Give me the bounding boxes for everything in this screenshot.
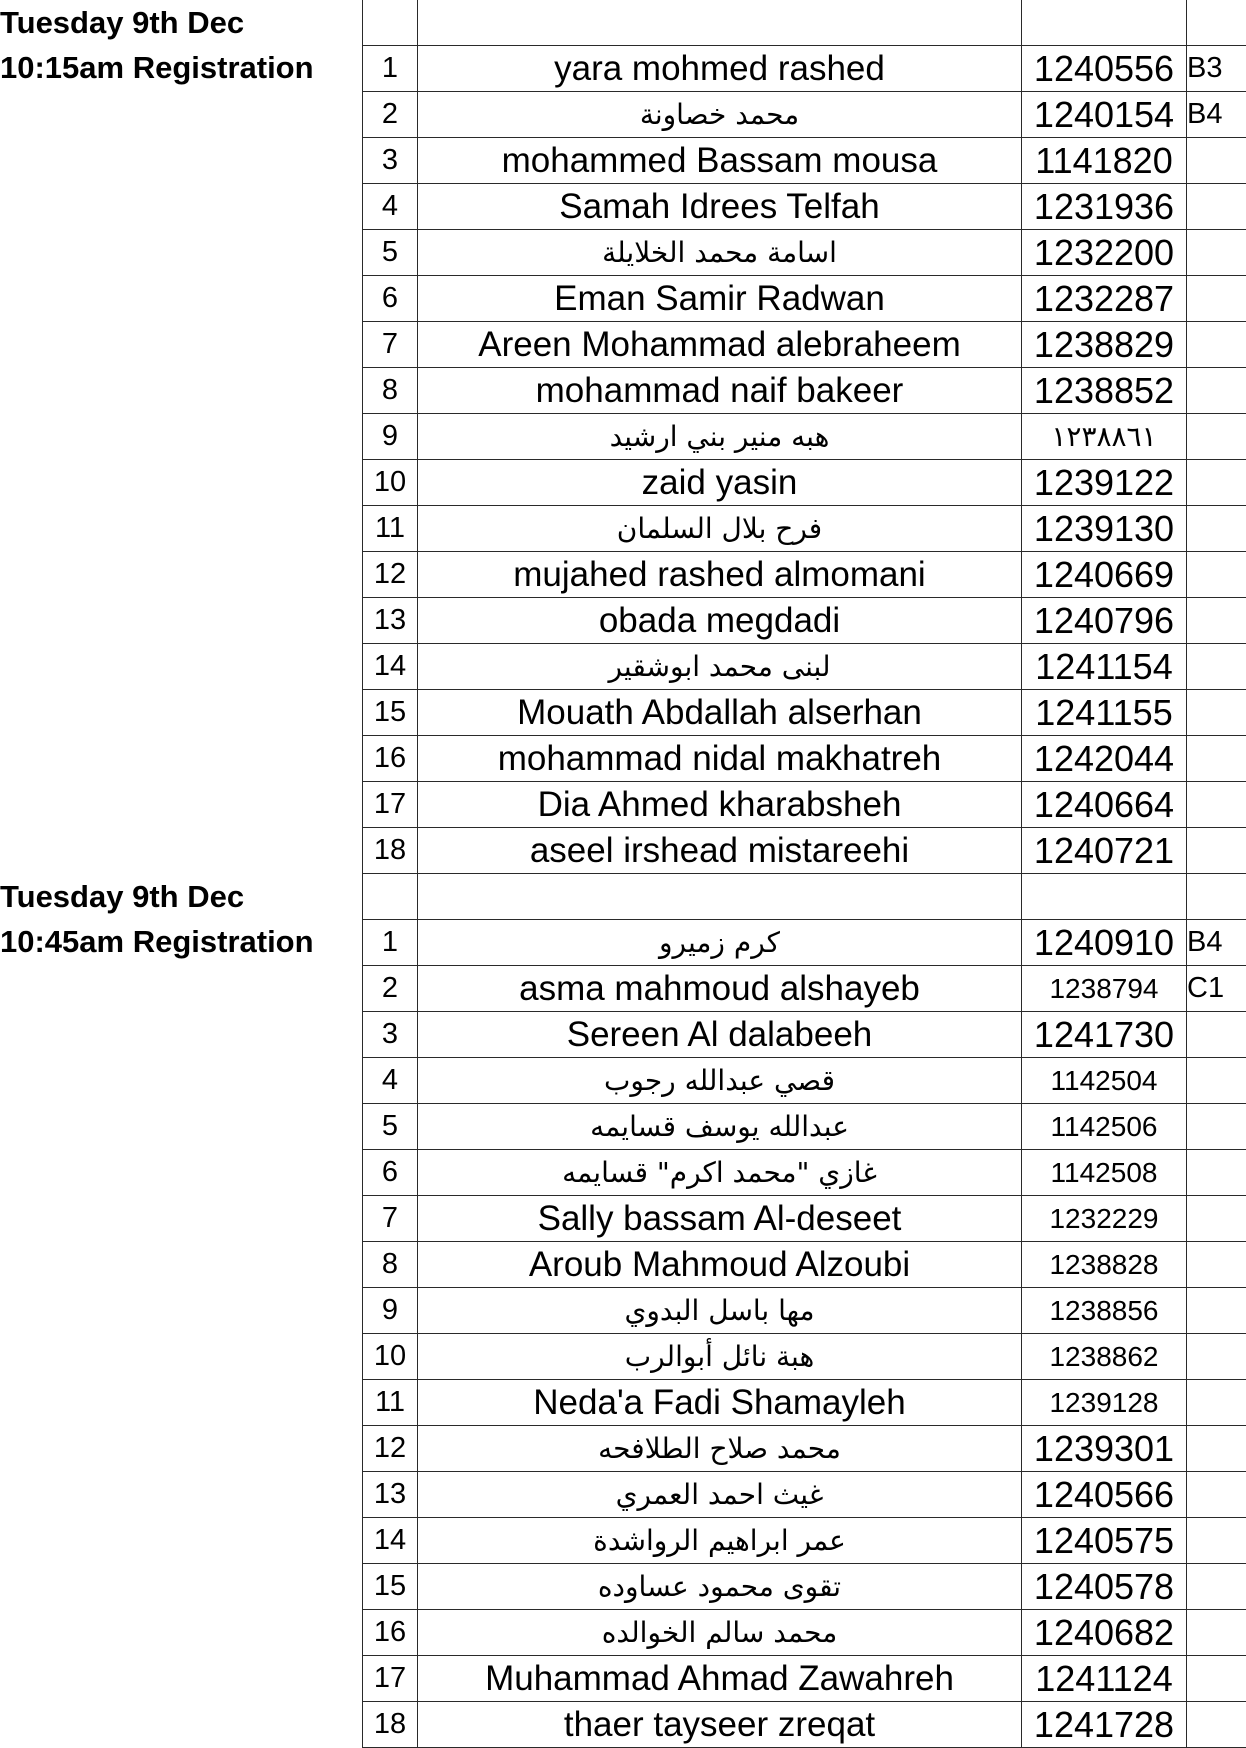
row-number: 18 [363,1702,418,1748]
student-name: Areen Mohammad alebraheem [418,322,1022,368]
table-row [363,92,1246,138]
student-name: mujahed rashed almomani [418,552,1022,598]
student-name: محمد خصاونة [418,92,1022,138]
session-1-table-body [363,0,1246,874]
table-row [363,1472,1246,1518]
student-name: غازي "محمد اكرم" قسايمه [418,1150,1022,1196]
row-number: 9 [363,414,418,460]
table-row [363,368,1246,414]
student-id: 1240566 [1022,1472,1187,1518]
table-row [363,138,1246,184]
row-number: 14 [363,644,418,690]
student-id: 1240556 [1022,46,1187,92]
session-1-time-label: 10:15am Registration [0,45,360,91]
student-id: 1142506 [1022,1104,1187,1150]
room-code [1187,1058,1246,1104]
student-name: Eman Samir Radwan [418,276,1022,322]
room-code [1187,368,1246,414]
row-number: 6 [363,1150,418,1196]
room-code [1187,276,1246,322]
row-number: 1 [363,46,418,92]
session-2-table [362,873,1246,1748]
student-name: هبه منير بني ارشيد [418,414,1022,460]
student-name: غيث احمد العمري [418,1472,1022,1518]
room-code [1187,1242,1246,1288]
spacer-cell [363,874,418,920]
row-number: 15 [363,1564,418,1610]
session-2-day-label: Tuesday 9th Dec [0,874,360,920]
student-id: 1239301 [1022,1426,1187,1472]
room-code [1187,184,1246,230]
row-number: 5 [363,230,418,276]
row-number: 12 [363,1426,418,1472]
student-name: تقوى محمود عساوده [418,1564,1022,1610]
table-row [363,1196,1246,1242]
room-code [1187,322,1246,368]
table-row [363,690,1246,736]
session-2-time-label: 10:45am Registration [0,919,360,965]
table-row [363,1012,1246,1058]
room-code [1187,1012,1246,1058]
student-name: Muhammad Ahmad Zawahreh [418,1656,1022,1702]
student-id: 1240682 [1022,1610,1187,1656]
student-id: 1142508 [1022,1150,1187,1196]
room-code [1187,1196,1246,1242]
spacer-row [363,0,1246,46]
spacer-cell [1022,874,1187,920]
student-id: 1238828 [1022,1242,1187,1288]
student-name: مها باسل البدوي [418,1288,1022,1334]
row-number: 7 [363,1196,418,1242]
student-name: Dia Ahmed kharabsheh [418,782,1022,828]
table-row [363,276,1246,322]
table-row [363,506,1246,552]
room-code [1187,230,1246,276]
student-id: 1240578 [1022,1564,1187,1610]
row-number: 14 [363,1518,418,1564]
student-id: 1232200 [1022,230,1187,276]
session-1-day-label: Tuesday 9th Dec [0,0,360,46]
student-id: 1241155 [1022,690,1187,736]
table-row [363,1564,1246,1610]
row-number: 11 [363,1380,418,1426]
student-name: Neda'a Fadi Shamayleh [418,1380,1022,1426]
table-row [363,184,1246,230]
row-number: 17 [363,782,418,828]
student-id: 1238829 [1022,322,1187,368]
spacer-cell [1022,0,1187,46]
student-name: Sally bassam Al-deseet [418,1196,1022,1242]
student-name: aseel irshead mistareehi [418,828,1022,874]
row-number: 4 [363,1058,418,1104]
student-id: 1232287 [1022,276,1187,322]
row-number: 18 [363,828,418,874]
student-id: 1142504 [1022,1058,1187,1104]
student-name: zaid yasin [418,460,1022,506]
row-number: 5 [363,1104,418,1150]
table-row [363,230,1246,276]
row-number: 3 [363,1012,418,1058]
table-row [363,1380,1246,1426]
session-1-table [362,0,1246,874]
room-code [1187,506,1246,552]
room-code [1187,1288,1246,1334]
table-row [363,46,1246,92]
student-id: 1239128 [1022,1380,1187,1426]
table-row [363,1426,1246,1472]
student-name: اسامة محمد الخلايلة [418,230,1022,276]
student-name: Aroub Mahmoud Alzoubi [418,1242,1022,1288]
room-code [1187,552,1246,598]
table-row [363,322,1246,368]
student-id: 1238862 [1022,1334,1187,1380]
room-code [1187,644,1246,690]
row-number: 4 [363,184,418,230]
room-code [1187,1380,1246,1426]
table-row [363,828,1246,874]
student-id: 1240721 [1022,828,1187,874]
row-number: 16 [363,736,418,782]
row-number: 6 [363,276,418,322]
row-number: 10 [363,1334,418,1380]
student-name: Sereen Al dalabeeh [418,1012,1022,1058]
table-row [363,552,1246,598]
table-row [363,1334,1246,1380]
student-name: Samah Idrees Telfah [418,184,1022,230]
row-number: 13 [363,1472,418,1518]
row-number: 15 [363,690,418,736]
student-name: obada megdadi [418,598,1022,644]
student-id: 1232229 [1022,1196,1187,1242]
room-code [1187,736,1246,782]
student-name: yara mohmed rashed [418,46,1022,92]
student-name: thaer tayseer zreqat [418,1702,1022,1748]
student-name: محمد سالم الخوالده [418,1610,1022,1656]
table-row [363,644,1246,690]
student-name: عبدالله يوسف قسايمه [418,1104,1022,1150]
row-number: 2 [363,966,418,1012]
student-id: 1240669 [1022,552,1187,598]
student-id: 1231936 [1022,184,1187,230]
room-code [1187,1518,1246,1564]
student-id: 1240575 [1022,1518,1187,1564]
room-code [1187,1610,1246,1656]
room-code [1187,828,1246,874]
table-row [363,736,1246,782]
row-number: 16 [363,1610,418,1656]
spacer-cell [418,0,1022,46]
row-number: 10 [363,460,418,506]
student-id: 1238856 [1022,1288,1187,1334]
table-row [363,1104,1246,1150]
table-row [363,920,1246,966]
room-code [1187,690,1246,736]
table-row [363,1702,1246,1748]
room-code [1187,1150,1246,1196]
room-code: B4 [1187,920,1246,966]
table-row [363,1058,1246,1104]
table-row [363,1288,1246,1334]
session-2-table-body [363,874,1246,1748]
student-name: هبة نائل أبوالرب [418,1334,1022,1380]
room-code: B4 [1187,92,1246,138]
table-row [363,1242,1246,1288]
table-row [363,966,1246,1012]
row-number: 2 [363,92,418,138]
table-row [363,1610,1246,1656]
room-code: B3 [1187,46,1246,92]
table-row [363,414,1246,460]
spacer-cell [1187,874,1246,920]
table-row [363,598,1246,644]
room-code [1187,1472,1246,1518]
row-number: 13 [363,598,418,644]
student-name: mohammad naif bakeer [418,368,1022,414]
student-id: 1240910 [1022,920,1187,966]
table-row [363,782,1246,828]
room-code [1187,138,1246,184]
table-row [363,1150,1246,1196]
student-id: 1241124 [1022,1656,1187,1702]
student-id: 1238852 [1022,368,1187,414]
student-name: Mouath Abdallah alserhan [418,690,1022,736]
room-code [1187,1104,1246,1150]
table-row [363,1518,1246,1564]
student-id: 1240664 [1022,782,1187,828]
student-id: 1141820 [1022,138,1187,184]
student-id: 1239130 [1022,506,1187,552]
row-number: 17 [363,1656,418,1702]
student-id: 1239122 [1022,460,1187,506]
row-number: 8 [363,1242,418,1288]
table-row [363,460,1246,506]
row-number: 3 [363,138,418,184]
room-code [1187,1702,1246,1748]
spacer-cell [363,0,418,46]
room-code [1187,598,1246,644]
student-name: فرح بلال السلمان [418,506,1022,552]
student-id: 1241728 [1022,1702,1187,1748]
row-number: 8 [363,368,418,414]
spacer-row [363,874,1246,920]
student-name: محمد صلاح الطلافحه [418,1426,1022,1472]
student-name: لبنى محمد ابوشقير [418,644,1022,690]
room-code [1187,1656,1246,1702]
student-name: mohammed Bassam mousa [418,138,1022,184]
student-name: كرم زميرو [418,920,1022,966]
row-number: 11 [363,506,418,552]
spacer-cell [1187,0,1246,46]
table-row [363,1656,1246,1702]
row-number: 12 [363,552,418,598]
student-name: asma mahmoud alshayeb [418,966,1022,1012]
room-code [1187,460,1246,506]
room-code [1187,1426,1246,1472]
student-name: عمر ابراهيم الرواشدة [418,1518,1022,1564]
student-id: 1241730 [1022,1012,1187,1058]
student-id: 1240154 [1022,92,1187,138]
student-name: mohammad nidal makhatreh [418,736,1022,782]
spacer-cell [418,874,1022,920]
student-name: قصي عبدالله رجوب [418,1058,1022,1104]
room-code: C1 [1187,966,1246,1012]
student-id: 1241154 [1022,644,1187,690]
room-code [1187,1334,1246,1380]
row-number: 1 [363,920,418,966]
student-id: 1238794 [1022,966,1187,1012]
room-code [1187,1564,1246,1610]
student-id: 1240796 [1022,598,1187,644]
room-code [1187,414,1246,460]
student-id: 1242044 [1022,736,1187,782]
row-number: 9 [363,1288,418,1334]
student-id: ١٢٣٨٨٦١ [1022,414,1187,460]
row-number: 7 [363,322,418,368]
room-code [1187,782,1246,828]
